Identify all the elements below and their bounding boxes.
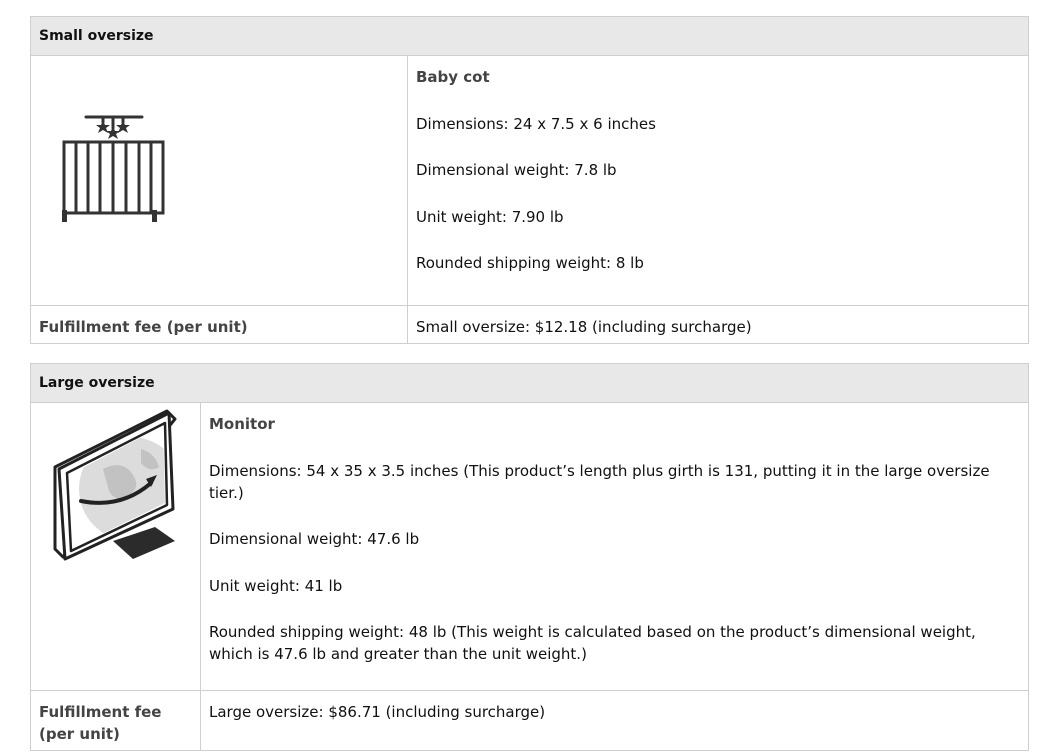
unit-weight-text: Unit weight: 7.90 lb [416,207,564,226]
unit-weight-text: Unit weight: 41 lb [209,576,343,595]
large-oversize-details [201,403,1029,691]
product-name: Baby cot [416,68,490,86]
large-oversize-header: Large oversize [31,364,1029,403]
small-oversize-table [30,16,1029,344]
shipping-weight-text: Rounded shipping weight: 48 lb (This weight is calculated based on the product’s dimensional weight, which is 47.6 lb and greater than the unit weight.) [209,623,976,663]
large-oversize-image-cell [31,403,201,691]
small-oversize-details [408,56,1029,306]
baby-cot-icon [56,110,196,240]
shipping-weight-text: Rounded shipping weight: 8 lb [416,254,644,272]
fee-value: Large oversize: $86.71 (including surcharge) [201,690,1029,750]
fee-value: Small oversize: $12.18 (including surcharge) [408,306,1029,344]
dimensions-text: Dimensions: 54 x 35 x 3.5 inches (This product’s length plus girth is 131, putting it in the large oversize tier.) [209,461,990,502]
fee-label: Fulfillment fee (per unit) [31,690,201,750]
fee-label: Fulfillment fee (per unit) [31,306,408,344]
dimensional-weight-text: Dimensional weight: 47.6 lb [209,530,420,548]
dimensional-weight-text: Dimensional weight: 7.8 lb [416,161,617,179]
small-oversize-header: Small oversize [31,17,1029,56]
small-oversize-image-cell [31,56,408,306]
monitor-icon [51,409,191,569]
product-name: Monitor [209,415,275,433]
large-oversize-table [30,363,1029,751]
dimensions-text: Dimensions: 24 x 7.5 x 6 inches [416,114,656,133]
